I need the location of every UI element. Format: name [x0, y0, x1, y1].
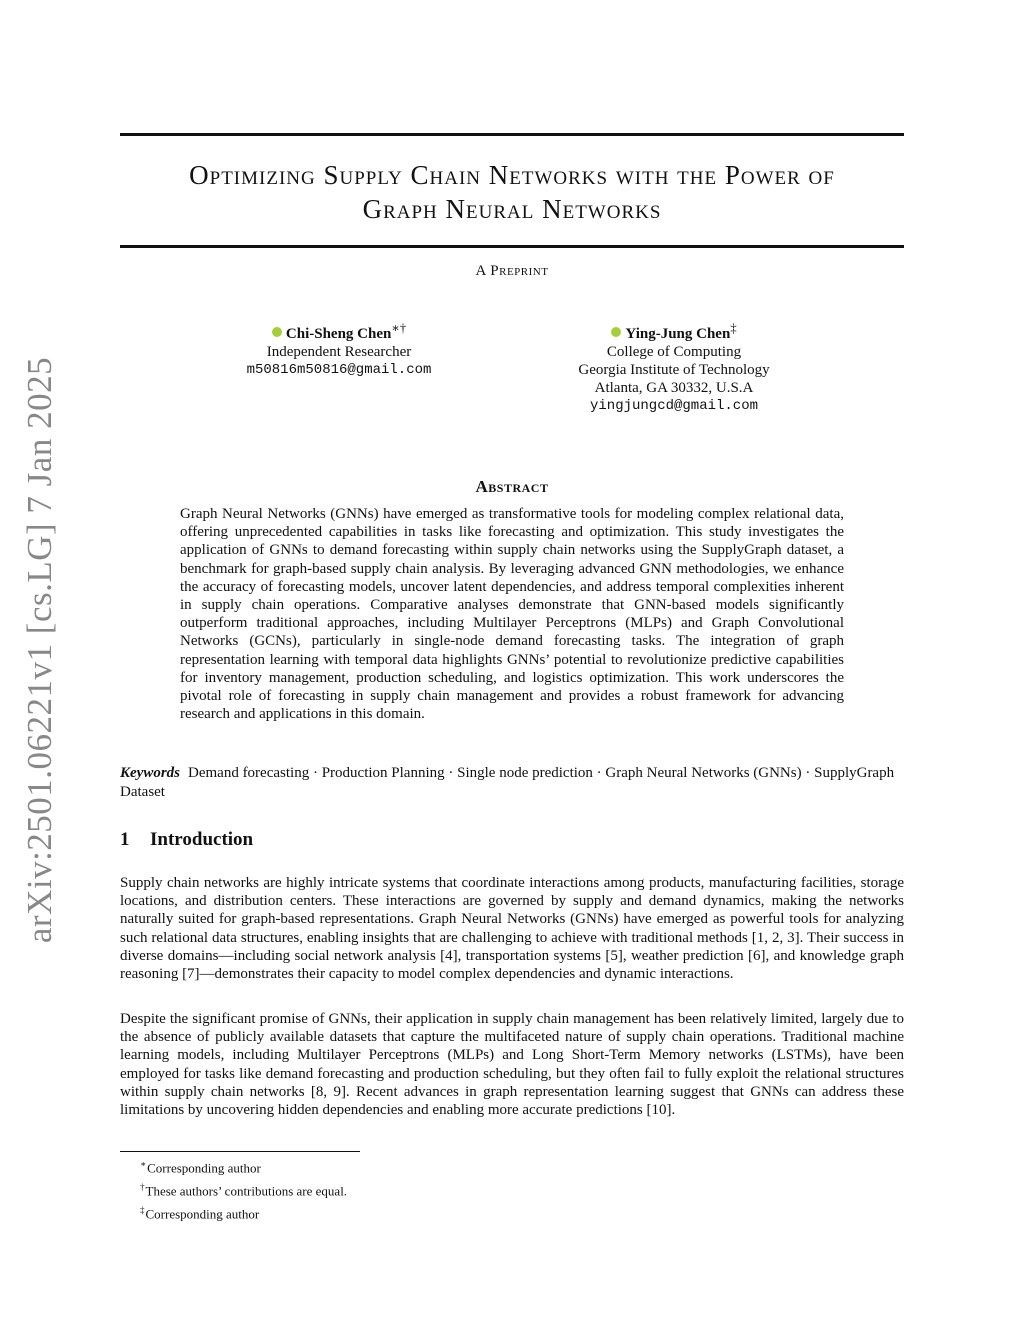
orcid-icon[interactable]	[272, 327, 282, 337]
author-marks: ‡	[730, 321, 737, 335]
arxiv-identifier: arXiv:2501.06221v1 [cs.LG] 7 Jan 2025	[20, 356, 59, 944]
title-rule-bottom	[120, 245, 904, 248]
author-email[interactable]: yingjungcd@gmail.com	[589, 398, 759, 414]
footnote	[140, 1155, 347, 1178]
author-affiliation: Georgia Institute of Technology	[578, 362, 770, 378]
paper-title	[120, 158, 904, 226]
footnote	[140, 1201, 347, 1224]
abstract-heading: Abstract	[475, 477, 549, 496]
footnote-rule	[120, 1151, 360, 1152]
author-block-1	[219, 319, 459, 379]
section-heading	[120, 829, 253, 851]
title-line-1: Optimizing Supply Chain Networks with the Power of	[189, 160, 835, 190]
section-number: 1	[120, 829, 130, 850]
footnote-mark: ‡	[140, 1204, 145, 1215]
section-title: Introduction	[150, 829, 254, 850]
footnote-text: Corresponding author	[145, 1205, 260, 1221]
keywords	[120, 764, 904, 802]
footnote-mark: †	[140, 1181, 145, 1192]
author-email[interactable]: m50816m50816@gmail.com	[246, 362, 432, 378]
abstract-text: Graph Neural Networks (GNNs) have emerged as transformative tools for modeling complex relational data, offering unprecedented capabilities in tasks like forecasting and optimization. This study investigates the application of GNNs to demand forecasting within supply chain networks using the SupplyGraph dataset, a benchmark for graph-based supply chain analysis. By leveraging advanced GNN methodologies, we enhance the accuracy of forecasting models, uncover latent dependencies, and address temporal complexities inherent in supply chain operations. Comparative analyses demonstrate that GNN-based models significantly outperform traditional approaches, including Multilayer Perceptrons (MLPs) and Graph Convolutional Networks (GCNs), particularly in single-node demand forecasting tasks. The integration of graph representation learning with temporal data highlights GNNs’ potential to revolutionize predictive capabilities for inventory management, production scheduling, and logistics optimization. This work underscores the pivotal role of forecasting in supply chain management and provides a robust framework for advancing research and applications in this domain.	[180, 506, 844, 723]
title-rule-top	[120, 133, 904, 136]
author-affiliation: Independent Researcher	[266, 344, 412, 360]
paragraph: Supply chain networks are highly intricate systems that coordinate interactions among products, manufacturing facilities, storage locations, and distribution centers. These interactions are governed by supply and demand dynamics, making the networks naturally suited for graph-based representations. Graph Neural Networks (GNNs) have emerged as powerful tools for analyzing such relational data structures, enabling insights that are challenging to achieve with traditional methods [1, 2, 3]. Their success in diverse domains—including social network analysis [4], transportation systems [5], weather prediction [6], and knowledge graph reasoning [7]—demonstrates their capacity to model complex dependencies and dynamic interactions.	[120, 875, 904, 983]
orcid-icon[interactable]	[611, 327, 621, 337]
author-marks: ∗†	[391, 321, 407, 335]
author-affiliation: Atlanta, GA 30332, U.S.A	[594, 380, 754, 396]
author-name: Chi-Sheng Chen	[285, 326, 392, 342]
keywords-text: Demand forecasting · Production Planning · Single node prediction · Graph Neural Networks (GNNs) · SupplyGraph Dataset	[120, 765, 895, 800]
title-line-2: Graph Neural Networks	[362, 194, 662, 224]
author-block-2	[554, 319, 794, 415]
author-affiliation: College of Computing	[606, 344, 742, 360]
footnote-text: These authors’ contributions are equal.	[145, 1183, 348, 1199]
footnote-text: Corresponding author	[147, 1160, 261, 1176]
footnote	[140, 1178, 347, 1201]
footnote-mark: ∗	[140, 1159, 147, 1169]
footnotes	[140, 1155, 347, 1223]
paragraph: Despite the significant promise of GNNs, their application in supply chain management has been relatively limited, largely due to the absence of publicly available datasets that capture the multifaceted nature of supply chain operations. Traditional machine learning models, including Multilayer Perceptrons (MLPs) and Long Short-Term Memory networks (LSTMs), have been employed for tasks like demand forecasting and production scheduling, but they often fail to fully exploit the relational structures within supply chain networks [8, 9]. Recent advances in graph representation learning suggest that GNNs can address these limitations by uncovering hidden dependencies and enabling more accurate predictions [10].	[120, 1011, 904, 1119]
preprint-label: A Preprint	[475, 263, 549, 279]
keywords-label: Keywords	[120, 765, 180, 781]
author-name: Ying-Jung Chen	[625, 326, 731, 342]
